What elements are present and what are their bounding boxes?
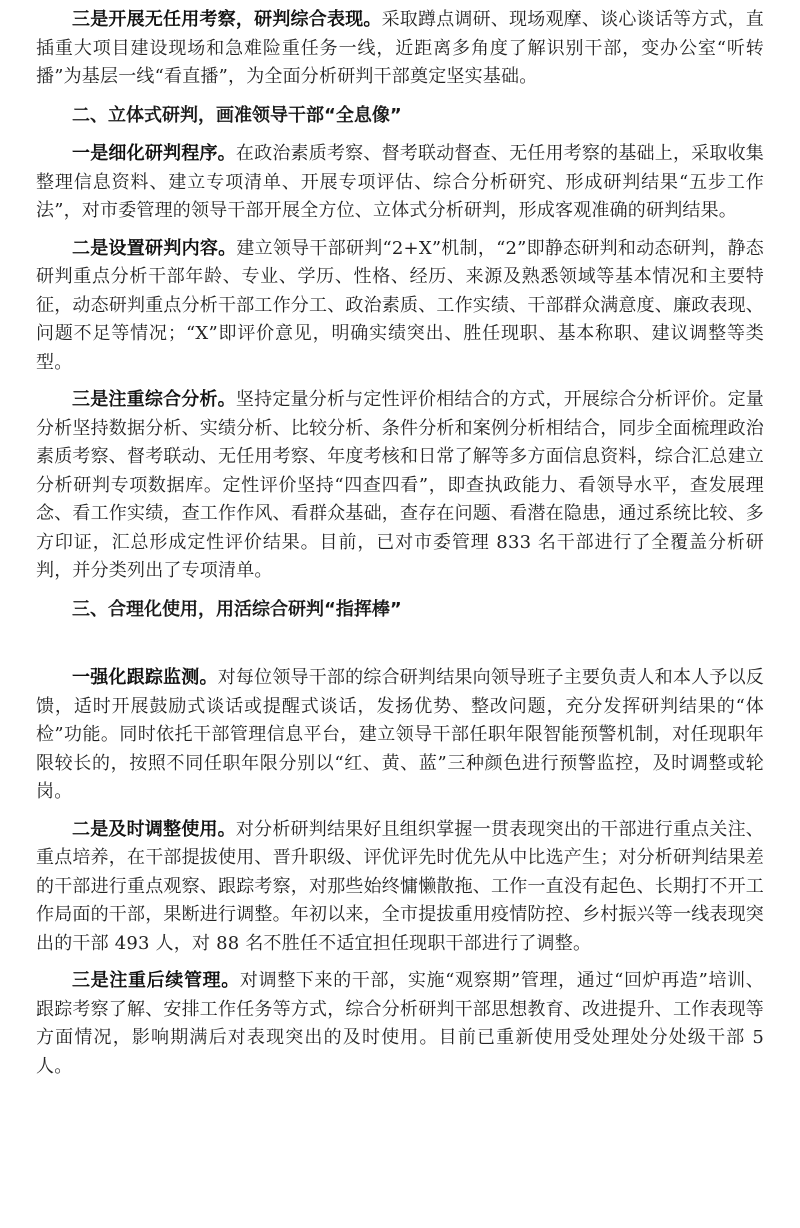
paragraph-lead: 一强化跟踪监测。 xyxy=(72,667,218,688)
section-heading-2: 二、立体式研判，画准领导干部“全息像” xyxy=(72,104,402,126)
paragraph-no-appointment-inspection xyxy=(36,6,764,92)
paragraph-text: 对每位领导干部的综合研判结果向领导班子主要负责人和本人予以反馈，适时开展鼓励式谈话或提醒式谈话，发扬优势、整改问题，充分发挥研判结果的“体检”功能。同时依托干部管理信息平台，建立领导干部任职年限智能预警机制，对任现职年限较长的，按照不同任职年限分别以“红、黄、蓝”三种颜色进行预警监控，及时调整或轮岗。 xyxy=(36,667,764,802)
paragraph-text: 在政治素质考察、督考联动督查、无任用考察的基础上，采取收集整理信息资料、建立专项清单、开展专项评估、综合分析研究、形成研判结果“五步工作法”，对市委管理的领导干部开展全方位、立体式分析研判，形成客观准确的研判结果。 xyxy=(36,143,764,221)
paragraph-refine-procedure xyxy=(36,140,764,226)
paragraph-lead: 二是及时调整使用。 xyxy=(72,818,236,840)
paragraph-lead: 三是开展无任用考察，研判综合表现。 xyxy=(72,9,382,30)
section-heading-3: 三、合理化使用，用活综合研判“指挥棒” xyxy=(72,598,402,620)
blank-gap xyxy=(36,624,764,664)
paragraph-lead: 三是注重综合分析。 xyxy=(72,389,236,410)
paragraph-follow-up-management xyxy=(36,967,764,1081)
paragraph-lead: 二是设置研判内容。 xyxy=(72,237,237,259)
paragraph-timely-adjustment xyxy=(36,816,764,959)
paragraph-comprehensive-analysis xyxy=(36,386,764,586)
paragraph-text: 采取蹲点调研、现场观摩、谈心谈话等方式，直插重大项目建设现场和急难险重任务一线，近距离多角度了解识别干部，变办公室“听转播”为基层一线“看直播”，为全面分析研判干部奠定坚实基础。 xyxy=(36,9,764,87)
paragraph-text: 坚持定量分析与定性评价相结合的方式，开展综合分析评价。定量分析坚持数据分析、实绩分析、比较分析、条件分析和案例分析相结合，同步全面梳理政治素质考察、督考联动、无任用考察、年度考核和日常了解等多方面信息资料，综合汇总建立分析研判专项数据库。定性评价坚持“四查四看”，即查执政能力、看领导水平，查发展理念、看工作实绩，查工作作风、看群众基础，查存在问题、看潜在隐患，通过系统比较、多方印证，汇总形成定性评价结果。目前，已对市委管理 833 名干部进行了全覆盖分析研判，并分类列出了专项清单。 xyxy=(36,389,764,581)
paragraph-text: 对分析研判结果好且组织掌握一贯表现突出的干部进行重点关注、重点培养，在干部提拔使用、晋升职级、评优评先时优先从中比选产生；对分析研判结果差的干部进行重点观察、跟踪考察，对那些始终慵懒散拖、工作一直没有起色、长期打不开工作局面的干部，果断进行调整。年初以来，全市提拔重用疫情防控、乡村振兴等一线表现突出的干部 493 人，对 88 名不胜任不适宜担任现职干部进行了调整。 xyxy=(36,818,764,954)
paragraph-text: 建立领导干部研判“2+X”机制，“2”即静态研判和动态研判，静态研判重点分析干部年龄、专业、学历、性格、经历、来源及熟悉领域等基本情况和主要特征，动态研判重点分析干部工作分工、政治素质、工作实绩、干部群众满意度、廉政表现、问题不足等情况；“X”即评价意见，明确实绩突出、胜任现职、基本称职、建议调整等类型。 xyxy=(36,237,764,373)
paragraph-lead: 三是注重后续管理。 xyxy=(72,970,240,991)
paragraph-tracking-monitoring xyxy=(36,664,764,807)
paragraph-lead: 一是细化研判程序。 xyxy=(72,143,236,164)
paragraph-text: 对调整下来的干部，实施“观察期”管理，通过“回炉再造”培训、跟踪考察了解、安排工作任务等方式，综合分析研判干部思想教育、改进提升、工作表现等方面情况，影响期满后对表现突出的及时使用。目前已重新使用受处理处分处级干部 5 人。 xyxy=(36,970,764,1077)
paragraph-set-content xyxy=(36,235,764,378)
